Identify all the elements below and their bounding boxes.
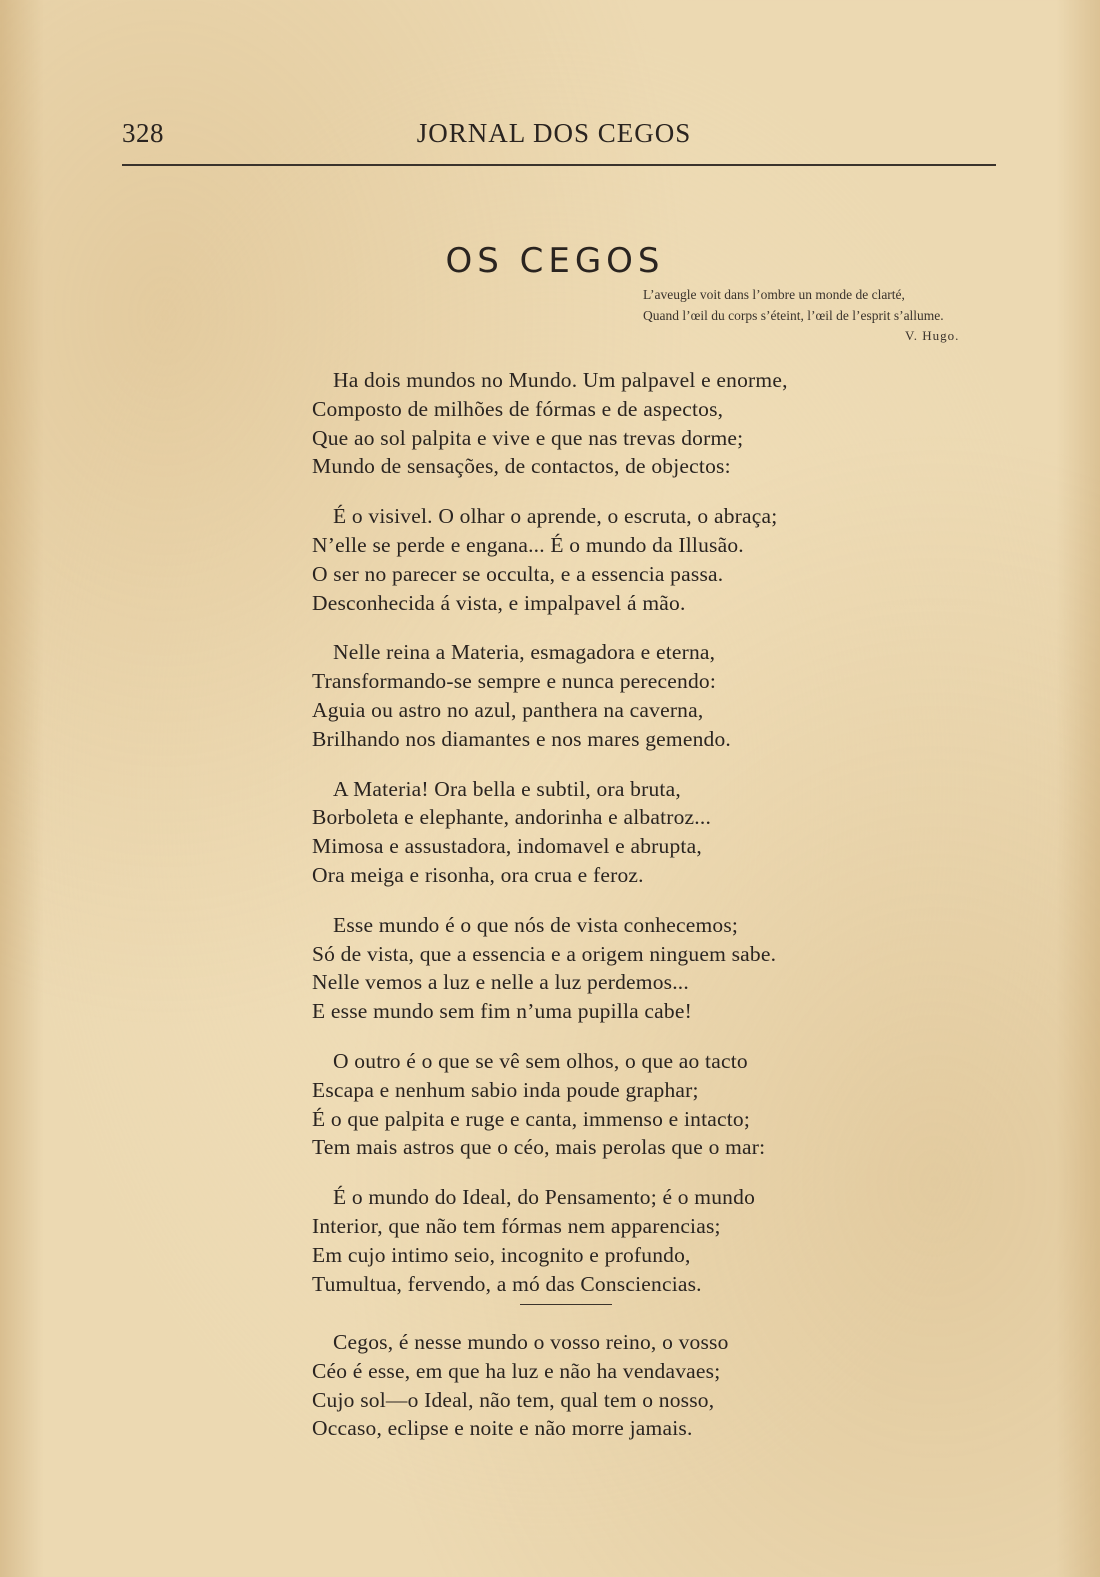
verse: Ora meiga e risonha, ora crua e feroz. xyxy=(312,862,644,887)
verse: É o visivel. O olhar o aprende, o escruta, o abraça; xyxy=(333,504,778,529)
verse: Brilhando nos diamantes e nos mares gemendo. xyxy=(312,726,732,751)
verse: Nelle reina a Materia, esmagadora e eterna, xyxy=(333,640,716,665)
verse: O ser no parecer se occulta, e a essencia passa. xyxy=(312,561,724,586)
verse: Borboleta e elephante, andorinha e albatroz... xyxy=(312,805,712,830)
verse: Occaso, eclipse e noite e não morre jamais. xyxy=(312,1416,693,1441)
verse: Tem mais astros que o céo, mais perolas que o mar: xyxy=(312,1135,766,1160)
stanza xyxy=(312,775,788,890)
verse: Desconhecida á vista, e impalpavel á mão. xyxy=(312,590,686,615)
verse: Mimosa e assustadora, indomavel e abrupta, xyxy=(312,834,702,859)
poem-title: OS CEGOS xyxy=(445,240,665,281)
poem-body xyxy=(312,366,788,1319)
epigraph xyxy=(643,284,944,326)
verse: Tumultua, fervendo, a mó das Consciencias. xyxy=(312,1271,702,1296)
verse: Céo é esse, em que ha luz e não ha vendavaes; xyxy=(312,1358,721,1383)
verse: Escapa e nenhum sabio inda poude graphar; xyxy=(312,1077,699,1102)
stanza xyxy=(312,1328,729,1443)
verse: O outro é o que se vê sem olhos, o que ao tacto xyxy=(333,1048,748,1073)
verse: Em cujo intimo seio, incognito e profundo, xyxy=(312,1242,691,1267)
verse: Interior, que não tem fórmas nem apparencias; xyxy=(312,1213,721,1238)
stanza xyxy=(312,366,788,481)
stanza xyxy=(312,911,788,1026)
header-rule xyxy=(122,164,996,166)
verse: A Materia! Ora bella e subtil, ora bruta, xyxy=(333,776,681,801)
verse: Composto de milhões de fórmas e de aspectos, xyxy=(312,396,724,421)
stanza xyxy=(312,1047,788,1162)
verse: Ha dois mundos no Mundo. Um palpavel e enorme, xyxy=(333,368,788,392)
verse: Transformando-se sempre e nunca perecendo: xyxy=(312,669,717,694)
verse: Nelle vemos a luz e nelle a luz perdemos... xyxy=(312,970,689,995)
verse: É o que palpita e ruge e canta, immenso e intacto; xyxy=(312,1106,751,1131)
final-stanza xyxy=(312,1328,729,1464)
verse: Aguia ou astro no azul, panthera na caverna, xyxy=(312,697,704,722)
epigraph-line: Quand l’œil du corps s’éteint, l’œil de l’esprit s’allume. xyxy=(643,308,944,323)
verse: É o mundo do Ideal, do Pensamento; é o mundo xyxy=(333,1185,756,1210)
verse: Só de vista, que a essencia e a origem ninguem sabe. xyxy=(312,941,777,966)
verse: Esse mundo é o que nós de vista conhecemos; xyxy=(333,912,739,937)
verse: N’elle se perde e engana... É o mundo da Illusão. xyxy=(312,532,744,557)
epigraph-line: L’aveugle voit dans l’ombre un monde de clarté, xyxy=(643,287,905,302)
verse: Cegos, é nesse mundo o vosso reino, o vosso xyxy=(333,1330,729,1354)
verse: Cujo sol—o Ideal, não tem, qual tem o nosso, xyxy=(312,1387,715,1412)
epigraph-author: V. Hugo. xyxy=(905,328,960,343)
page-number: 328 xyxy=(122,118,164,148)
verse: E esse mundo sem fim n’uma pupilla cabe! xyxy=(312,999,692,1024)
stanza xyxy=(312,502,788,617)
stanza xyxy=(312,638,788,753)
verse: Mundo de sensações, de contactos, de objectos: xyxy=(312,454,731,479)
running-head: JORNAL DOS CEGOS xyxy=(416,118,692,148)
stanza xyxy=(312,1183,788,1298)
section-rule xyxy=(520,1304,612,1305)
verse: Que ao sol palpita e vive e que nas trevas dorme; xyxy=(312,425,744,450)
